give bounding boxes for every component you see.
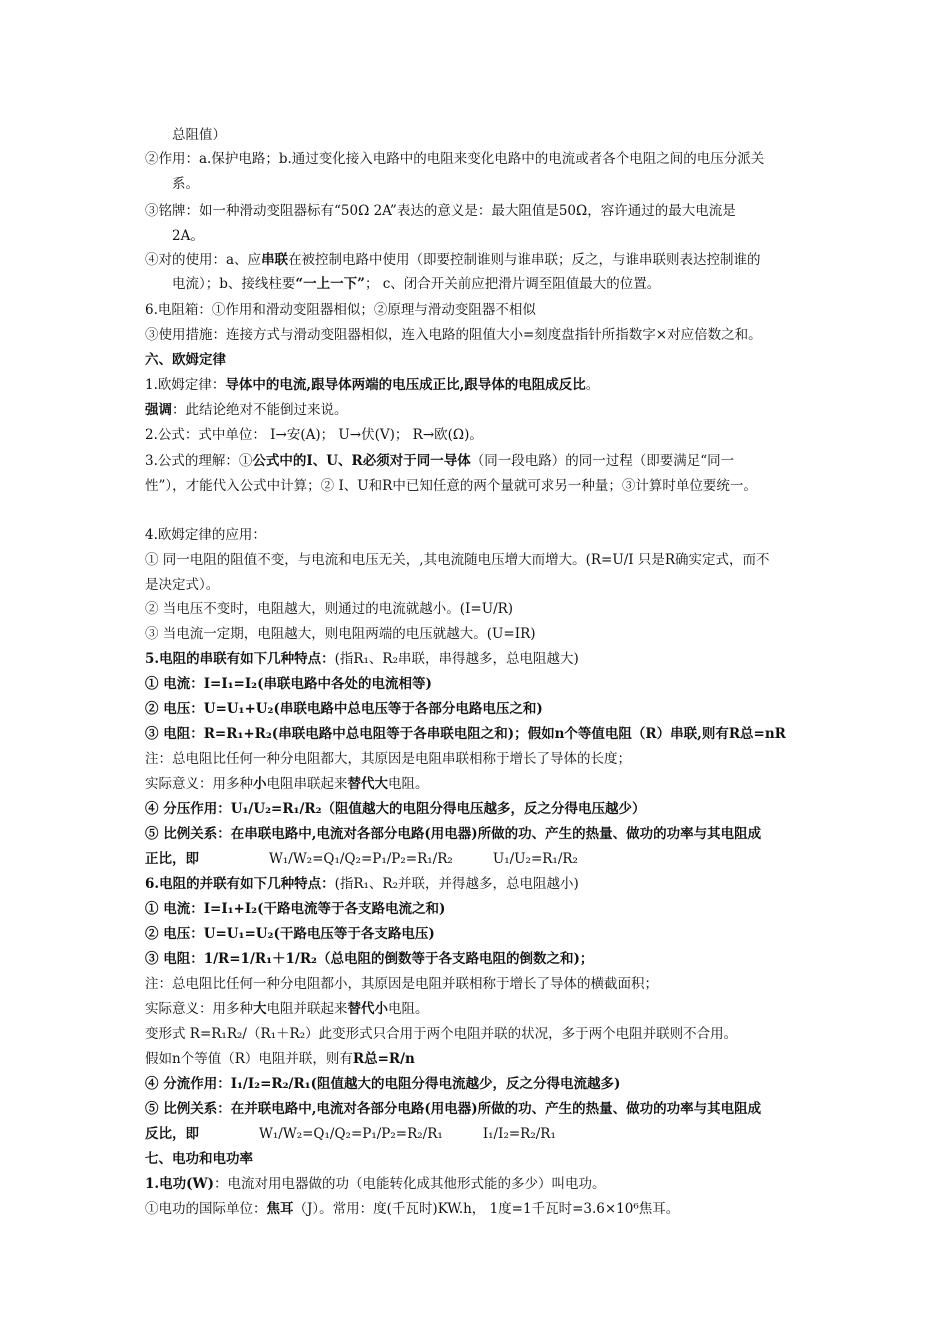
text-line: 性”），才能代入公式中计算；② I、U和R中已知任意的两个量就可求另一种量；③计算时单位要统一。: [145, 478, 757, 494]
text-line: [145, 375, 810, 395]
bold-text: R总=R/n: [352, 1051, 415, 1067]
text-line: [145, 1124, 810, 1144]
formula: W₁/W₂=Q₁/Q₂=P₁/P₂=R₂/R₁: [259, 1126, 443, 1142]
text-run: 电阻并联起来: [266, 1001, 348, 1017]
text-run: ：此结论绝对不能倒过来说。: [172, 402, 348, 418]
text-line: [145, 1174, 810, 1194]
bold-text: 6.电阻的并联有如下几种特点：: [145, 876, 335, 892]
text-run: 电阻串联起来: [266, 776, 348, 792]
text-run: 3.公式的理解：①: [145, 453, 253, 469]
text-line: 6.电阻箱：①作用和滑动变阻器相似；②原理与滑动变阻器不相似: [145, 302, 536, 318]
text-line: [145, 774, 810, 794]
text-run: ④对的使用：a、应: [145, 252, 262, 268]
text-run: 假如n个等值（R）电阻并联，则有: [145, 1051, 353, 1067]
text-line: 是决定式）。: [145, 577, 220, 593]
bold-text: 替代小: [347, 1001, 388, 1017]
section-heading: 七、电功和电功率: [145, 1151, 253, 1167]
text-line: 4.欧姆定律的应用：: [145, 527, 266, 543]
bold-text: 替代大: [347, 776, 388, 792]
text-line: [145, 400, 810, 420]
formula: U₁/U₂=R₁/R₂: [492, 851, 578, 867]
text-run: 电流）；b、接线柱要: [172, 276, 296, 292]
bold-text: “一上一下”: [295, 276, 365, 292]
text-line: 总阻值）: [172, 127, 226, 143]
text-line: ⑤ 比例关系：在并联电路中,电流对各部分电路(用电器)所做的功、产生的热量、做功的功率与其电阻成: [145, 1101, 762, 1117]
text-run: （同一段电路）的同一过程（即要满足“同一: [470, 453, 735, 469]
text-line: ④ 分流作用：I₁/I₂=R₂/R₁(阻值越大的电阻分得电流越少，反之分得电流越多): [145, 1076, 621, 1092]
text-line: ② 电压：U=U₁+U₂(串联电路中总电压等于各部分电路电压之和): [145, 701, 543, 717]
text-run: 实际意义：用多种: [145, 776, 253, 792]
bold-text: 大: [253, 1001, 267, 1017]
text-line: 2A。: [172, 228, 204, 244]
text-line: [145, 1199, 810, 1219]
formula: I₁/I₂=R₂/R₁: [482, 1126, 556, 1142]
section-heading: 六、欧姆定律: [145, 352, 226, 368]
text-run: ：电流对用电器做的功（电能转化成其他形式能的多少）叫电功。: [214, 1176, 606, 1192]
text-line: ③铭牌：如一种滑动变阻器标有“50Ω 2A”表达的意义是：最大阻值是50Ω，容许通过的最大电流是: [145, 203, 736, 219]
text-line: [145, 999, 810, 1019]
text-run: 实际意义：用多种: [145, 1001, 253, 1017]
text-line: [145, 1049, 810, 1069]
text-run: 电阻。: [388, 776, 429, 792]
bold-text: 正比，即: [145, 851, 199, 867]
text-run: (指R₁、R₂串联，串得越多，总电阻越大): [334, 651, 579, 667]
text-run: 。: [585, 377, 600, 393]
text-run: 电阻。: [388, 1001, 429, 1017]
bold-text: 串联: [261, 252, 289, 268]
text-line: ③ 电阻：R=R₁+R₂(串联电路中总电阻等于各串联电阻之和)；假如n个等值电阻（R）串联,则有R总=nR: [145, 726, 786, 742]
text-run: ； c、闭合开关前应把滑片调至阻值最大的位置。: [364, 276, 661, 292]
text-line: ③ 当电流一定期，电阻越大，则电阻两端的电压就越大。(U=IR): [145, 626, 536, 642]
text-line: [172, 274, 810, 294]
text-line: 变形式 R=R₁R₂/（R₁＋R₂）此变形式只合用于两个电阻并联的状况，多于两个电阻并联则不合用。: [145, 1026, 738, 1042]
text-run: （J）。常用：度(千瓦时)KW.h， 1度=1千瓦时=3.6×10⁶焦耳。: [293, 1201, 680, 1217]
bold-text: ④ 分压作用：U₁/U₂=R₁/R₂: [145, 801, 322, 817]
bold-text: 强调: [145, 402, 172, 418]
text-line: 注：总电阻比任何一种分电阻都小，其原因是电阻并联相称于增长了导体的横截面积；: [145, 976, 658, 992]
text-line: ① 同一电阻的阻值不变，与电流和电压无关，,其电流随电压增大而增大。(R=U/I 只是R确实定式，而不: [145, 552, 770, 568]
bold-text: 导体中的电流,跟导体两端的电压成正比,跟导体的电阻成反比: [225, 377, 586, 393]
text-line: 系。: [172, 176, 199, 192]
text-line: ②作用：a.保护电路；b.通过变化接入电路中的电阻来变化电路中的电流或者各个电阻之间的电压分派关: [145, 151, 765, 167]
text-run: 在被控制电路中使用（即要控制谁则与谁串联；反之，与谁串联则表达控制谁的: [288, 252, 761, 268]
text-line: ① 电流：I=I₁+I₂(干路电流等于各支路电流之和): [145, 901, 446, 917]
text-line: ⑤ 比例关系：在串联电路中,电流对各部分电路(用电器)所做的功、产生的热量、做功的功率与其电阻成: [145, 826, 762, 842]
text-run: ①电功的国际单位：: [145, 1201, 267, 1217]
text-line: [145, 250, 810, 270]
bold-text: 1.电功(W): [145, 1176, 215, 1192]
bold-text: 反比，即: [145, 1126, 199, 1142]
text-line: ③使用措施：连接方式与滑动变阻器相似，连入电路的阻值大小=刻度盘指针所指数字×对应倍数之和。: [145, 327, 762, 343]
bold-text: 小: [253, 776, 267, 792]
text-line: [145, 799, 810, 819]
text-line: ② 当电压不变时，电阻越大，则通过的电流就越小。(I=U/R): [145, 601, 514, 617]
text-line: 注：总电阻比任何一种分电阻都大，其原因是电阻串联相称于增长了导体的长度；: [145, 751, 631, 767]
text-line: [145, 649, 810, 669]
bold-text: 公式中的I、U、R必须对于同一导体: [252, 453, 471, 469]
bold-text: （阻值越大的电阻分得电压越多，反之分得电压越少）: [321, 801, 646, 817]
bold-text: 5.电阻的串联有如下几种特点：: [145, 651, 335, 667]
text-line: [145, 874, 810, 894]
text-line: 2.公式：式中单位： I→安(A)； U→伏(V)； R→欧(Ω)。: [145, 427, 483, 443]
text-run: (指R₁、R₂并联，并得越多，总电阻越小): [334, 876, 579, 892]
text-line: ② 电压：U=U₁=U₂(干路电压等于各支路电压): [145, 926, 435, 942]
text-line: [145, 849, 810, 869]
text-run: 1.欧姆定律：: [145, 377, 226, 393]
text-line: ③ 电阻：1/R=1/R₁＋1/R₂（总电阻的倒数等于各支路电阻的倒数之和)；: [145, 951, 594, 967]
text-line: [145, 451, 810, 471]
bold-text: 焦耳: [266, 1201, 294, 1217]
text-line: ① 电流：I=I₁=I₂(串联电路中各处的电流相等): [145, 676, 432, 692]
formula: W₁/W₂=Q₁/Q₂=P₁/P₂=R₁/R₂: [269, 851, 453, 867]
